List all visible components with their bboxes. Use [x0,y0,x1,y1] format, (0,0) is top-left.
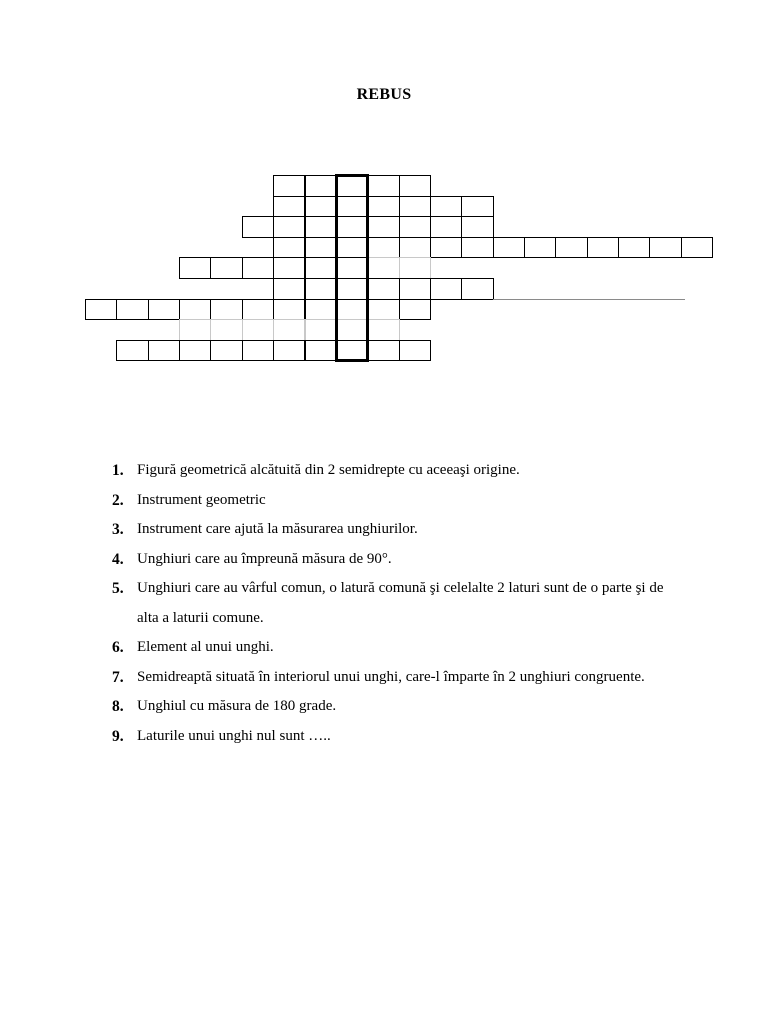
page-title: REBUS [356,86,412,103]
crossword-cell [273,340,305,362]
clue-item [112,456,672,486]
crossword-cell [210,319,242,341]
clue-item [112,663,672,693]
crossword-cell [461,216,493,238]
clue-number: 8. [112,698,124,715]
crossword-cell [305,278,337,300]
clue-number: 6. [112,639,124,656]
crossword-cell [242,299,274,321]
crossword-cell [210,257,242,279]
crossword-cell [305,319,337,341]
crossword-cell [242,340,274,362]
clue-item [112,545,672,575]
crossword-cell [116,299,148,321]
crossword-cell [555,237,587,259]
clue-item [112,692,672,722]
crossword-cell [524,237,556,259]
crossword-cell [399,216,431,238]
crossword-cell [430,196,462,218]
crossword-cell [399,237,431,259]
clue-item [112,633,672,663]
clue-number: 2. [112,491,124,509]
crossword-cell [148,340,180,362]
crossword-cell [179,299,211,321]
crossword-cell [242,257,274,279]
crossword-cell [242,216,274,238]
crossword-cell [618,237,650,259]
crossword-cell [210,299,242,321]
crossword-cell [587,237,619,259]
key-column-highlight [335,174,369,362]
clue-text: Semidreaptă situată în interiorul unui unghi, care-l împarte în 2 unghiuri congruente. [137,668,645,685]
crossword-cell [430,216,462,238]
crossword-cell [305,340,337,362]
clue-item [112,722,672,752]
crossword-cell [273,319,305,341]
crossword-cell [430,278,462,300]
clue-text: Element al unui unghi. [137,639,274,655]
crossword-cell [367,257,399,279]
crossword-cell [305,175,337,197]
clue-text: Instrument care ajută la măsurarea unghiurilor. [137,521,418,537]
crossword-cell [367,216,399,238]
crossword-cell [367,237,399,259]
crossword-cell [179,340,211,362]
crossword-cell [210,340,242,362]
clue-text: Instrument geometric [137,491,266,508]
clue-number: 5. [112,580,124,597]
clue-number: 4. [112,550,124,568]
crossword-cell [367,196,399,218]
clue-item [112,574,672,633]
crossword-cell [399,196,431,218]
clue-number: 3. [112,521,124,538]
crossword-cell [430,237,462,259]
crossword-cell [273,216,305,238]
crossword-cell [273,175,305,197]
grid-rule-line [493,299,685,300]
crossword-cell [461,237,493,259]
crossword-cell [399,299,431,321]
crossword-cell [649,237,681,259]
clue-text: Unghiul cu măsura de 180 grade. [137,698,337,714]
crossword-cell [273,278,305,300]
crossword-cell [681,237,713,259]
crossword-cell [399,340,431,362]
crossword-cell [367,319,399,341]
crossword-cell [148,299,180,321]
crossword-cell [273,237,305,259]
crossword-cell [179,319,211,341]
crossword-cell [116,340,148,362]
clue-number: 7. [112,668,124,686]
clue-item [112,486,672,516]
crossword-cell [305,257,337,279]
crossword-cell [367,175,399,197]
crossword-grid [0,0,768,400]
clue-number: 1. [112,462,124,479]
clue-text: Laturile unui unghi nul sunt ….. [137,727,331,744]
crossword-cell [399,175,431,197]
crossword-cell [461,278,493,300]
crossword-cell [305,216,337,238]
crossword-cell [85,299,117,321]
clue-list [112,456,672,751]
crossword-cell [305,196,337,218]
clue-text: Unghiuri care au vârful comun, o latură comună şi celelalte 2 laturi sunt de o parte şi de alta a laturii comune. [137,580,664,626]
crossword-cell [179,257,211,279]
crossword-cell [399,257,431,279]
crossword-cell [399,278,431,300]
clue-text: Unghiuri care au împreună măsura de 90°. [137,550,392,567]
crossword-cell [273,196,305,218]
crossword-cell [461,196,493,218]
crossword-cell [273,257,305,279]
crossword-cell [305,299,337,321]
crossword-cell [242,319,274,341]
crossword-cell [493,237,525,259]
crossword-cell [305,237,337,259]
crossword-cell [367,278,399,300]
clue-number: 9. [112,727,124,745]
crossword-cell [367,340,399,362]
crossword-cell [273,299,305,321]
clue-text: Figură geometrică alcătuită din 2 semidrepte cu aceeaşi origine. [137,462,520,478]
crossword-cell [367,299,399,321]
clue-item [112,515,672,545]
